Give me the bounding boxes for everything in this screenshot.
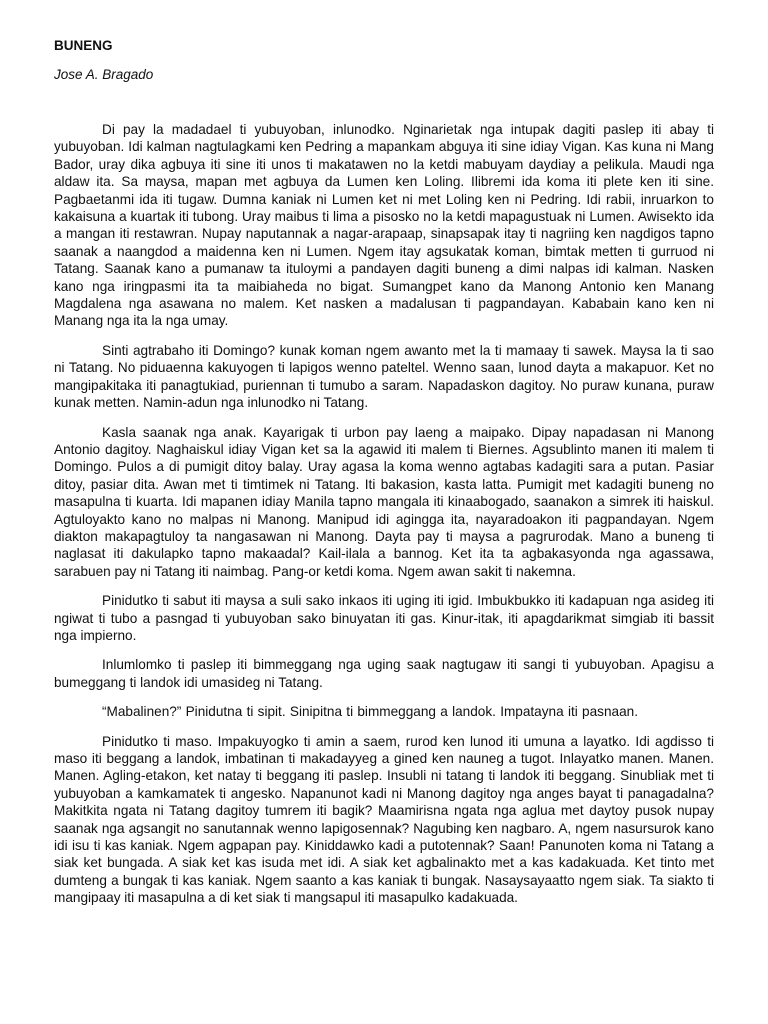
- paragraph-7: Pinidutko ti maso. Impakuyogko ti amin a saem, rurod ken lunod iti umuna a layatko. Idi agdisso ti maso iti beggang a landok, imbatinan ti makadayyeg a gined ken nauneg a tugot. Inlayatko manen. Manen. Manen. Agling-etakon, ket natay ti beggang iti paslep. Insubli ni tatang ti landok iti beggang. Sinubliak met ti yubuyoban a kamkamatek ti angesko. Napanunot kadi ni Manong dagitoy nga anges bayat ti panagadalna? Makitkita ngata ni Tatang dagitoy tumrem iti bagik? Maamirisna ngata nga aglua met daytoy pusok nupay saanak nga agsangit no sanutannak wenno lapigosennak? Nagubing ken nagbaro. A, ngem nasursurok kano idi isu ti kas kaniak. Ngem agpapan pay. Kiniddawko kadi a putotennak? Saan! Panunoten koma ni Tatang a siak ket bungada. A siak ket kas isuda met idi. A siak ket agbalinakto met a kas kadakuada. Ket tinto met dumteng a bungak ti kas kaniak. Ngem saanto a kas kaniak ti bungak. Nasaysayaatto ngem siak. Ta siakto ti mangipaay iti masapulna a di ket siak ti mangsapul iti masapulko kadakuada.: [54, 733, 714, 906]
- paragraph-6-dialogue: “Mabalinen?” Pinidutna ti sipit. Sinipitna ti bimmeggang a landok. Impatayna iti pasnaan.: [102, 704, 638, 720]
- paragraph-3: Kasla saanak nga anak. Kayarigak ti urbon pay laeng a maipako. Dipay napadasan ni Manong Antonio dagitoy. Naghaiskul idiay Vigan ket sa la agawid iti malem ti Biernes. Agsublinto manen iti malem ti Domingo. Pulos a di pumigit ditoy balay. Uray agasa la koma wenno agtabas kadagiti sara a putan. Pasiar ditoy, pasiar dita. Awan met ti timtimek ni Tatang. Iti bakasion, kasta latta. Pumigit met kadagiti buneng no masapulna ti kuarta. Idi mapanen idiay Manila tapno mangala iti kinaabogado, saanakon a simrek iti haiskul. Agtuloyakto kano no malpas ni Manong. Manipud idi agingga ita, nayaradoakon iti pagpandayan. Ngem diakton makapagtuloy ta nangasawan ni Manong. Dayta pay ti maysa a pagrurodak. Mano a buneng ti naglasat iti dakulapko tapno makaadal? Kail-ilala a bannog. Ket ita ta agbakasyonda nga agassawa, sarabuen pay ni Tatang iti naimbag. Pang-or ketdi koma. Ngem awan sakit ti nakemna.: [54, 424, 714, 579]
- document-page: [54, 38, 714, 907]
- paragraph-1: Di pay la madadael ti yubuyoban, inlunodko. Nginarietak nga intupak dagiti paslep iti abay ti yubuyoban. Idi kalman nagtulagkami ken Pedring a mapankam abguya iti sine idiay Vigan. Kas kuna ni Mang Bador, uray dika agbuya iti sine iti unos ti makatawen no la ketdi mabuyam daydiay a pelikula. Maudi nga aldaw ita. Sa maysa, mapan met agbuya da Lumen ken Loling. Ilibremi ida koma iti plete ken iti sine. Pagbaetanmi ida iti tugaw. Dumna kaniak ni Lumen ket ni met Loling ken ni Pedring. Idi rabii, inruarkon to kakaisuna a kuartak iti tubong. Uray maibus ti lima a pisosko no la ketdi mapagustuak ni Lumen. Awisekto ida a mangan iti restawran. Nupay naputannak a nagar-arapaap, sinapsapak itay ti nagriing ken nagdigos tapno saanak a naangdod a maidenna ken ni Lumen. Ngem itay agsukatak koman, bimtak metten ti gurruod ni Tatang. Saanak kano a pumanaw ta ituloymi a pandayen dagiti buneng a dimi nalpas idi kalman. Nasken kano nga iringpasmi ita ta maibiaheda no bigat. Sumangpet kano da Manong Antonio ken Manang Magdalena nga asawana no malem. Ket nasken a madalusan ti pagpandayan. Kababain kano ken ni Manang nga ita la nga umay.: [54, 122, 714, 329]
- paragraph-4: Pinidutko ti sabut iti maysa a suli sako inkaos iti uging iti igid. Imbukbukko iti kadapuan nga asideg iti ngiwat ti tubo a pasngad ti yubuyoban sako binuyatan iti gas. Kinur-itak, iti apagdarikmat simgiab iti bassit nga impierno.: [54, 593, 714, 643]
- document-author: Jose A. Bragado: [54, 67, 154, 82]
- document-body: [54, 121, 714, 907]
- paragraph-5: Inlumlomko ti paslep iti bimmeggang nga uging saak nagtugaw iti sangi ti yubuyoban. Apagisu a bumeggang ti landok idi umasideg ni Tatang.: [54, 657, 714, 690]
- paragraph-2: Sinti agtrabaho iti Domingo? kunak koman ngem awanto met la ti mamaay ti sawek. Maysa la ti sao ni Tatang. No piduaenna kakuyogen ti lapigos wenno pateltel. Wenno saan, lunod dayta a makapuor. Ket no mangipakitaka iti panagtukiad, puriennan ti tumubo a saram. Napadaskon dagitoy. No puraw kunana, puraw kunak metten. Namin-adun nga inlunodko ni Tatang.: [54, 342, 714, 411]
- document-title: BUNENG: [54, 38, 113, 53]
